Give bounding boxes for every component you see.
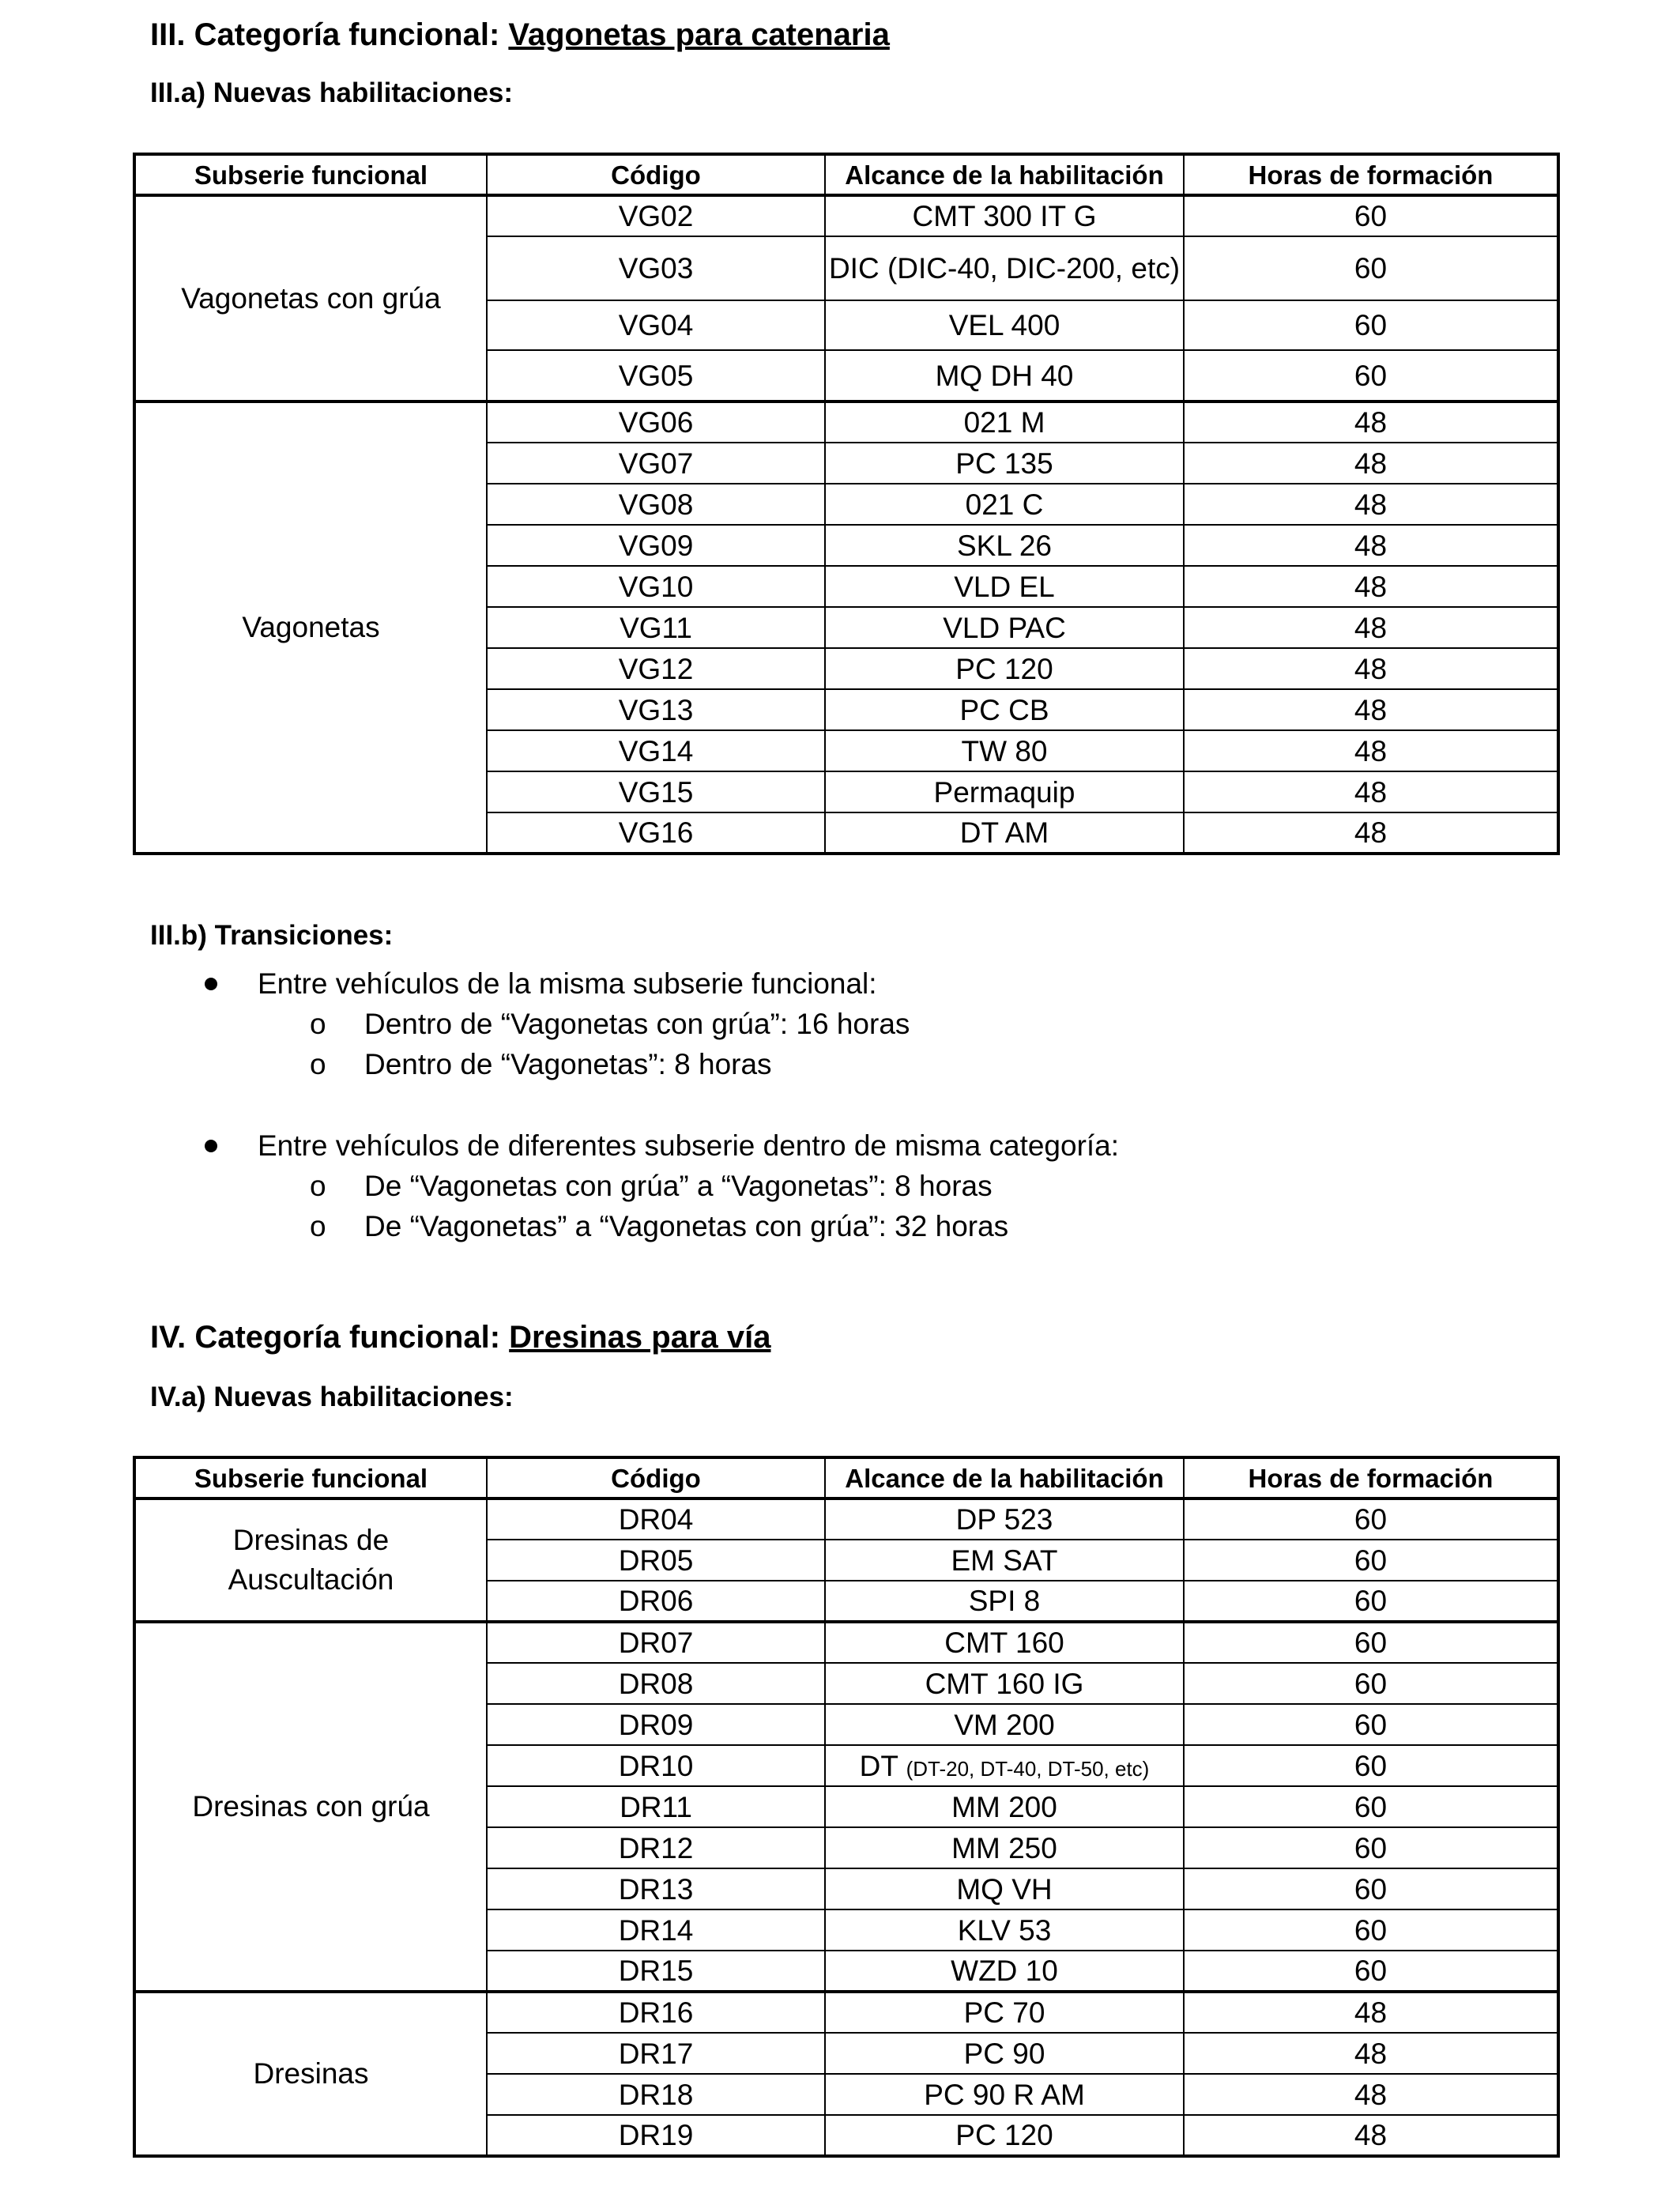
scope-cell: PC 90 (825, 2033, 1184, 2074)
group-cell: Vagonetas con grúa (134, 195, 487, 401)
scope-cell: EM SAT (825, 1540, 1184, 1581)
code-cell: VG03 (487, 236, 825, 300)
table-row (134, 401, 1558, 443)
scope-cell: PC CB (825, 689, 1184, 730)
transition-1-item-1: Dentro de “Vagonetas con grúa”: 16 horas (364, 1008, 910, 1040)
header-codigo: Código (487, 154, 825, 195)
scope-cell: SPI 8 (825, 1581, 1184, 1622)
code-cell: VG14 (487, 730, 825, 771)
hours-cell: 60 (1184, 1663, 1558, 1704)
group-cell: Dresinas de Auscultación (134, 1498, 487, 1622)
scope-cell: VLD EL (825, 566, 1184, 607)
scope-cell: PC 120 (825, 648, 1184, 689)
header-horas: Horas de formación (1184, 1457, 1558, 1498)
hours-cell: 60 (1184, 1581, 1558, 1622)
section-3-title (150, 19, 890, 51)
code-cell: VG08 (487, 484, 825, 525)
hours-cell: 48 (1184, 689, 1558, 730)
scope-cell: CMT 300 IT G (825, 195, 1184, 236)
code-cell: DR15 (487, 1951, 825, 1992)
hours-cell: 48 (1184, 2074, 1558, 2115)
header-alcance: Alcance de la habilitación (825, 154, 1184, 195)
scope-cell: TW 80 (825, 730, 1184, 771)
scope-cell: MM 250 (825, 1827, 1184, 1868)
hours-cell: 48 (1184, 2115, 1558, 2156)
group-cell: Dresinas (134, 1992, 487, 2156)
transition-2-item-1: De “Vagonetas con grúa” a “Vagonetas”: 8 horas (364, 1170, 993, 1202)
hours-cell: 48 (1184, 443, 1558, 484)
hours-cell: 48 (1184, 484, 1558, 525)
code-cell: VG02 (487, 195, 825, 236)
header-alcance: Alcance de la habilitación (825, 1457, 1184, 1498)
code-cell: DR17 (487, 2033, 825, 2074)
code-cell: VG10 (487, 566, 825, 607)
scope-cell: 021 M (825, 401, 1184, 443)
section-4-title-prefix: IV. Categoría funcional: (150, 1320, 510, 1355)
hours-cell: 48 (1184, 401, 1558, 443)
scope-cell: MQ DH 40 (825, 350, 1184, 401)
code-cell: VG07 (487, 443, 825, 484)
section-3a-heading: III.a) Nuevas habilitaciones: (150, 77, 514, 108)
code-cell: DR07 (487, 1622, 825, 1663)
table-header-row (134, 154, 1558, 195)
scope-cell: MM 200 (825, 1786, 1184, 1827)
table-row (134, 1992, 1558, 2033)
section-4-title-underlined: Dresinas para vía (509, 1320, 771, 1355)
hours-cell: 60 (1184, 1909, 1558, 1951)
code-cell: DR13 (487, 1868, 825, 1909)
scope-detail: (DT-20, DT-40, DT-50, etc) (906, 1756, 1150, 1781)
group-cell: Vagonetas (134, 401, 487, 854)
table-row (134, 195, 1558, 236)
code-cell: DR14 (487, 1909, 825, 1951)
scope-cell: PC 90 R AM (825, 2074, 1184, 2115)
hours-cell: 48 (1184, 566, 1558, 607)
code-cell: VG16 (487, 812, 825, 854)
scope-cell: VM 200 (825, 1704, 1184, 1745)
hours-cell: 48 (1184, 1992, 1558, 2033)
table-row (134, 1622, 1558, 1663)
hours-cell: 60 (1184, 300, 1558, 350)
header-codigo: Código (487, 1457, 825, 1498)
code-cell: VG11 (487, 607, 825, 648)
hours-cell: 60 (1184, 1786, 1558, 1827)
hours-cell: 48 (1184, 812, 1558, 854)
scope-cell: PC 70 (825, 1992, 1184, 2033)
scope-cell: DIC (DIC-40, DIC-200, etc) (825, 236, 1184, 300)
scope-cell: MQ VH (825, 1868, 1184, 1909)
code-cell: DR11 (487, 1786, 825, 1827)
transition-1-text: Entre vehículos de la misma subserie funcional: (258, 967, 877, 1000)
bullet-dot-icon (205, 1140, 217, 1152)
circle-bullet-icon: o (310, 1048, 326, 1080)
hours-cell: 60 (1184, 350, 1558, 401)
scope-cell: KLV 53 (825, 1909, 1184, 1951)
vagonetas-table (133, 153, 1560, 855)
scope-cell: PC 135 (825, 443, 1184, 484)
hours-cell: 48 (1184, 771, 1558, 812)
code-cell: DR10 (487, 1745, 825, 1786)
code-cell: VG09 (487, 525, 825, 566)
scope-cell: DT AM (825, 812, 1184, 854)
scope-cell: VEL 400 (825, 300, 1184, 350)
transition-1-item-2: Dentro de “Vagonetas”: 8 horas (364, 1048, 772, 1080)
scope-cell (825, 1745, 1184, 1786)
circle-bullet-icon: o (310, 1008, 326, 1040)
hours-cell: 60 (1184, 1704, 1558, 1745)
code-cell: DR08 (487, 1663, 825, 1704)
dresinas-table (133, 1456, 1560, 2158)
scope-cell: SKL 26 (825, 525, 1184, 566)
code-cell: DR09 (487, 1704, 825, 1745)
group-cell: Dresinas con grúa (134, 1622, 487, 1992)
hours-cell: 60 (1184, 1498, 1558, 1540)
scope-cell: DP 523 (825, 1498, 1184, 1540)
header-subserie: Subserie funcional (134, 154, 487, 195)
hours-cell: 60 (1184, 1827, 1558, 1868)
scope-cell: Permaquip (825, 771, 1184, 812)
hours-cell: 60 (1184, 236, 1558, 300)
code-cell: DR18 (487, 2074, 825, 2115)
code-cell: VG13 (487, 689, 825, 730)
section-3-title-prefix: III. Categoría funcional: (150, 17, 509, 52)
code-cell: DR05 (487, 1540, 825, 1581)
hours-cell: 60 (1184, 195, 1558, 236)
header-subserie: Subserie funcional (134, 1457, 487, 1498)
scope-cell: CMT 160 IG (825, 1663, 1184, 1704)
scope-main: DT (859, 1749, 898, 1782)
code-cell: VG15 (487, 771, 825, 812)
hours-cell: 48 (1184, 648, 1558, 689)
scope-cell: PC 120 (825, 2115, 1184, 2156)
hours-cell: 60 (1184, 1745, 1558, 1786)
hours-cell: 48 (1184, 730, 1558, 771)
code-cell: DR19 (487, 2115, 825, 2156)
table-row (134, 1498, 1558, 1540)
code-cell: DR06 (487, 1581, 825, 1622)
code-cell: VG04 (487, 300, 825, 350)
circle-bullet-icon: o (310, 1170, 326, 1202)
scope-cell: WZD 10 (825, 1951, 1184, 1992)
hours-cell: 60 (1184, 1951, 1558, 1992)
scope-cell: VLD PAC (825, 607, 1184, 648)
hours-cell: 48 (1184, 525, 1558, 566)
code-cell: VG06 (487, 401, 825, 443)
hours-cell: 60 (1184, 1540, 1558, 1581)
hours-cell: 60 (1184, 1868, 1558, 1909)
code-cell: DR12 (487, 1827, 825, 1868)
hours-cell: 48 (1184, 607, 1558, 648)
code-cell: VG05 (487, 350, 825, 401)
code-cell: DR16 (487, 1992, 825, 2033)
code-cell: DR04 (487, 1498, 825, 1540)
header-horas: Horas de formación (1184, 154, 1558, 195)
scope-cell: CMT 160 (825, 1622, 1184, 1663)
hours-cell: 48 (1184, 2033, 1558, 2074)
section-4a-heading: IV.a) Nuevas habilitaciones: (150, 1382, 514, 1412)
section-3b-heading: III.b) Transiciones: (150, 920, 394, 951)
circle-bullet-icon: o (310, 1210, 326, 1242)
section-3-title-underlined: Vagonetas para catenaria (508, 17, 890, 52)
transition-2-text: Entre vehículos de diferentes subserie dentro de misma categoría: (258, 1129, 1120, 1162)
transition-2-item-2: De “Vagonetas” a “Vagonetas con grúa”: 32 horas (364, 1210, 1009, 1242)
section-4-title (150, 1321, 770, 1353)
hours-cell: 60 (1184, 1622, 1558, 1663)
table-header-row (134, 1457, 1558, 1498)
bullet-dot-icon (205, 978, 217, 990)
code-cell: VG12 (487, 648, 825, 689)
scope-cell: 021 C (825, 484, 1184, 525)
